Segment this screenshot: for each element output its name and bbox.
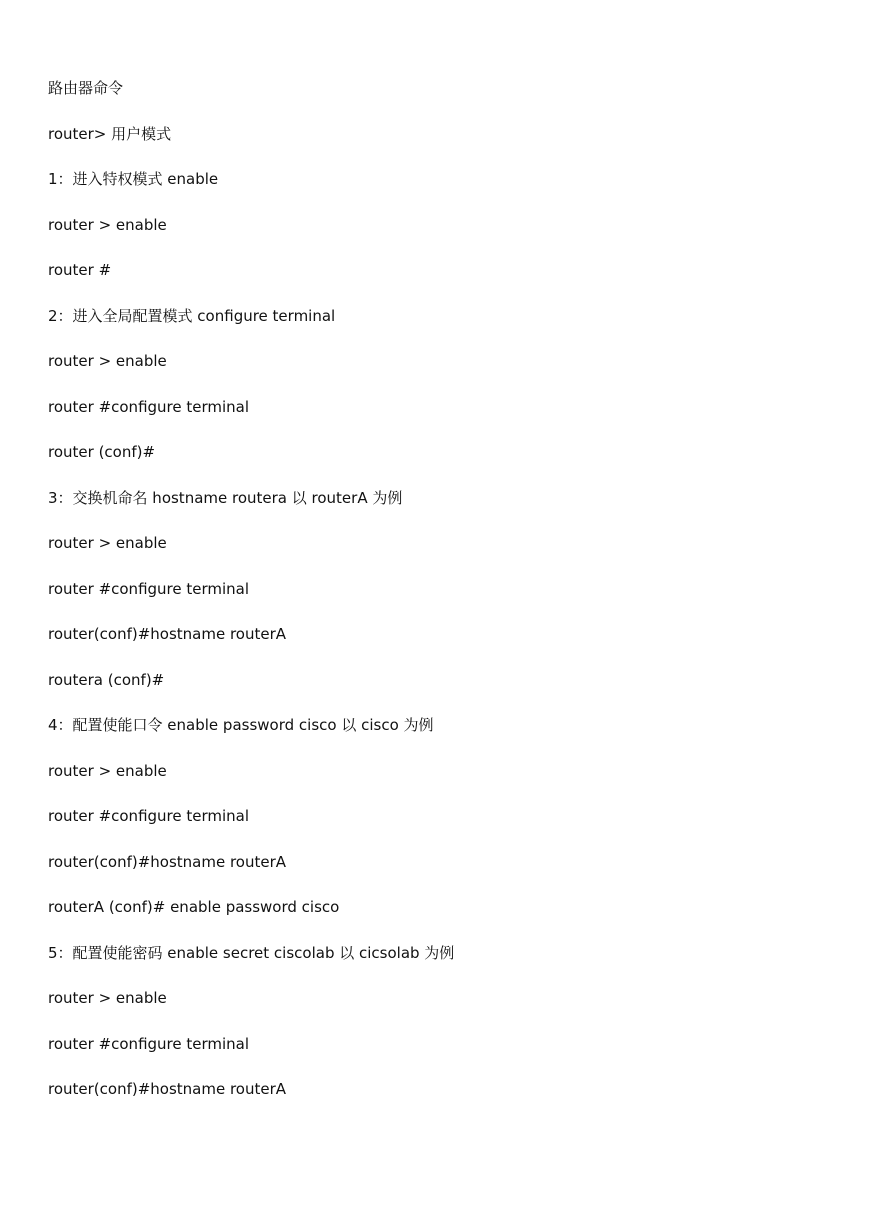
doc-line: router(conf)#hostname routerA <box>48 625 287 643</box>
section-heading: 3：交换机命名 hostname routera 以 routerA 为例 <box>48 488 403 507</box>
doc-line: router (conf)# <box>48 443 156 461</box>
doc-title: 路由器命令 <box>48 79 124 97</box>
doc-line: router(conf)#hostname routerA <box>48 852 287 871</box>
doc-line: router > enable <box>48 534 167 552</box>
doc-line: router # <box>48 261 112 279</box>
doc-line: router > enable <box>48 352 167 370</box>
doc-line: router(conf)#hostname routerA <box>48 1080 287 1098</box>
doc-line: router> 用户模式 <box>48 124 172 143</box>
section-heading: 4：配置使能口令 enable password cisco 以 cisco 为例 <box>48 716 434 734</box>
doc-line: router #configure terminal <box>48 1034 250 1053</box>
section-heading: 2：进入全局配置模式 configure terminal <box>48 306 336 325</box>
doc-line: router #configure terminal <box>48 579 250 598</box>
doc-line: routerA (conf)# enable password cisco <box>48 898 340 916</box>
doc-line: routera (conf)# <box>48 670 165 689</box>
doc-line: router #configure terminal <box>48 807 250 825</box>
doc-line: router > enable <box>48 761 167 780</box>
section-heading: 5：配置使能密码 enable secret ciscolab 以 cicsolab 为例 <box>48 943 455 962</box>
doc-line: router > enable <box>48 989 167 1007</box>
doc-line: router #configure terminal <box>48 397 250 416</box>
section-heading: 1：进入特权模式 enable <box>48 170 219 188</box>
doc-line: router > enable <box>48 215 167 234</box>
command-lines <box>48 76 454 1123</box>
